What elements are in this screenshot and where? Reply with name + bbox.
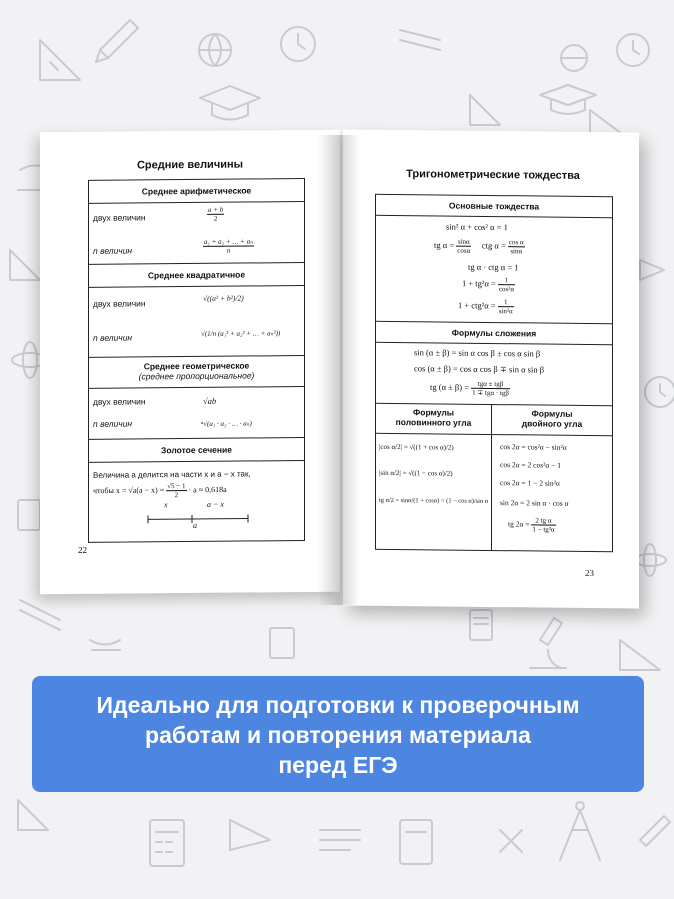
arith-row2-label: n величин [93, 245, 133, 256]
double-f5: tg 2α = $\frac{\text{2 tg α}}{\text{1 − tg²α}}$ [508, 516, 555, 534]
double-f1: cos 2α = cos²α − sin²α [500, 442, 567, 452]
double-heading: Формулы двойного угла [521, 408, 583, 429]
left-page [40, 130, 340, 595]
right-page-number: 23 [585, 567, 594, 579]
book-gutter-shadow [318, 135, 360, 605]
quad-row1-label: двух величин [93, 298, 146, 309]
quad-row2-formula: √(1/n (a₁² + a₂² + … + aₙ²)) [201, 329, 281, 338]
half-heading: Формулы половинного угла [395, 407, 472, 428]
basic-f1: sin² α + cos² α = 1 [446, 221, 508, 233]
banner-line2: работам и повторения материала [145, 722, 531, 748]
right-page [343, 129, 639, 608]
geom-row2-label: n величин [93, 418, 133, 429]
banner-line1: Идеально для подготовки к проверочным [96, 692, 580, 718]
golden-line2: чтобы x = √a(a − x) = $\frac{√5 - 1}{2}$ · a ≈ 0,618a [93, 482, 227, 500]
means-table [88, 178, 305, 543]
left-page-title: Средние величины [136, 158, 243, 172]
arith-heading: Среднее арифметическое [89, 179, 304, 204]
double-f4: sin 2α = 2 sin α · cos α [500, 498, 569, 508]
geom-row1-label: двух величин [93, 396, 146, 407]
seg-x-label: x [164, 500, 168, 510]
left-page-number: 22 [78, 544, 87, 555]
addition-f3: tg (α ± β) = $\frac{\text{tgα ± tgβ}}{\text{1 ∓ tgα · tgβ}}$ [430, 379, 509, 398]
half-f1: |cos α/2| = √((1 + cos α)/2) [379, 442, 454, 452]
addition-f1: sin (α ± β) = sin α cos β ± cos α sin β [414, 347, 541, 359]
quad-row1-formula: √((a² + b²)/2) [203, 293, 244, 303]
banner-line3: перед ЕГЭ [278, 752, 398, 778]
half-f2: |sin α/2| = √((1 − cos α)/2) [379, 468, 453, 478]
seg-ax-label: a − x [207, 499, 224, 509]
half-f3: tg α/2 = sinα/(1 + cosα) = (1 − cos α)/sin α [379, 496, 489, 505]
basic-f5: 1 + ctg²α = $\frac{1}{\text{sin²α}}$ [458, 298, 513, 316]
basic-f3: tg α · ctg α = 1 [468, 261, 519, 273]
arith-row1-formula: $\frac{a + b}{2}$ [208, 205, 224, 223]
geom-heading: Среднее геометрическое (среднее пропорциональное) [89, 356, 304, 389]
golden-segment-diagram [144, 504, 254, 533]
golden-heading: Золотое сечение [89, 438, 304, 463]
geom-row2-formula: ⁿ√(a₁ · a₂ · … · aₙ) [201, 419, 252, 428]
basic-f4: 1 + tg²α = $\frac{1}{\text{cos²α}}$ [462, 276, 515, 294]
addition-heading: Формулы сложения [376, 322, 612, 345]
trig-table [375, 194, 613, 552]
quad-row2-label: n величин [93, 332, 133, 343]
arith-row2-formula: $\frac{\text{a₁ + a₂ + … + aₙ}}{n}$ [204, 237, 254, 255]
right-page-title: Тригонометрические тождества [406, 168, 580, 182]
seg-a-label: a [193, 520, 197, 530]
arith-row1-label: двух величин [93, 212, 146, 223]
golden-line1: Величина a делится на части x и a − x так, [93, 469, 251, 480]
promo-banner-text [32, 690, 644, 780]
addition-f2: cos (α ± β) = cos α cos β ∓ sin α sin β [414, 363, 545, 375]
basic-f2: tg α = $\frac{\sin\alpha}{\cos\alpha}$ ctg α = $\frac{\text{cos α}}{\sin\alpha}$ [434, 237, 524, 256]
geom-row1-formula: √ab [203, 395, 217, 406]
double-f3: cos 2α = 1 − 2 sin²α [500, 478, 560, 488]
basic-heading: Основные тождества [376, 195, 612, 218]
quad-heading: Среднее квадратичное [89, 263, 304, 288]
double-f2: cos 2α = 2 cos²α − 1 [500, 460, 562, 470]
